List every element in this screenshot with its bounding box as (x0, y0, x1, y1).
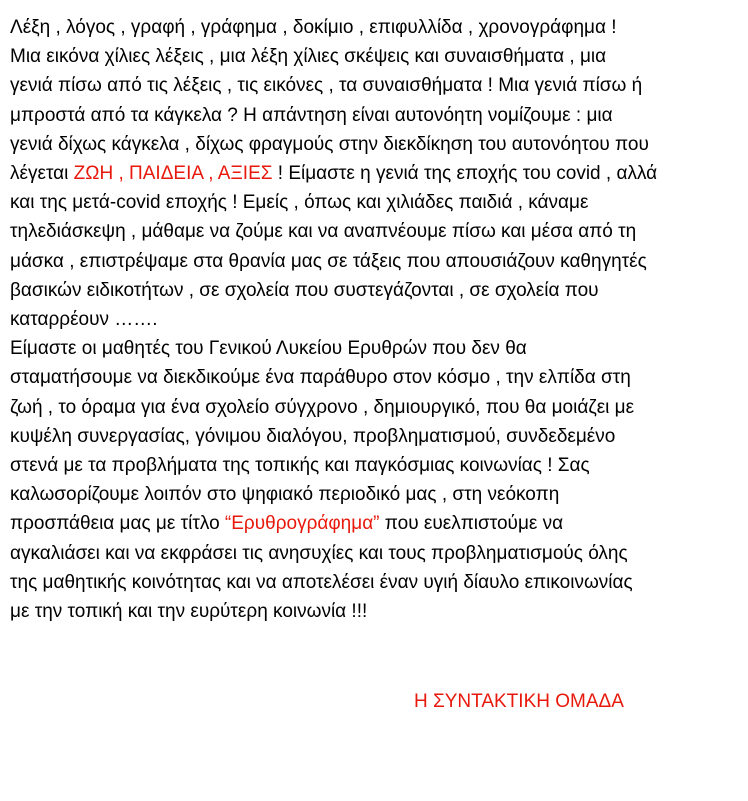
signature-editorial-team: Η ΣΥΝΤΑΚΤΙΚΗ ΟΜΑΔΑ (414, 691, 624, 712)
highlight-magazine-title: “Ερυθρογράφημα” (224, 513, 380, 535)
intro-text-part1: Λέξη , λόγος , γραφή , γράφημα , δοκίμιο , επιφυλλίδα , χρονογράφημα ! Μια εικόνα χίλιες λέξεις , μια λέξη χίλιες σκέψεις και συναισθήματα , μια γενιά πίσω από τις λέξεις , τις εικόνες , τα συναισθήματα ! Μια γενιά πίσω ή μπροστά από τα κάγκελα ? Η απάντηση είναι αυτονόητη νομίζουμε : μια γενιά δίχως κάγκελα , δίχως φραγμούς στην διεκδίκηση του αυτονόητου που λέγεται (10, 17, 649, 185)
paragraph-students (10, 334, 738, 626)
students-text-part2: που ευελπιστούμε να αγκαλιάσει και να εκφράσει τις ανησυχίες και τους προβληματισμούς όλης της μαθητικής κοινότητας και να αποτελέσει έναν υγιή δίαυλο επικοινωνίας με την τοπική και την ευρύτερη κοινωνία !!! (10, 513, 633, 623)
highlight-values: ΖΩΗ , ΠΑΙΔΕΙΑ , ΑΞΙΕΣ (73, 163, 273, 185)
paragraph-intro (10, 13, 738, 334)
intro-text-part2: ! Είμαστε η γενιά της εποχής του covid , αλλά και της μετά-covid εποχής ! Εμείς , όπως και χιλιάδες παιδιά , κάναμε τηλεδιάσκεψη , μάθαμε να ζούμε και να αναπνέουμε πίσω και μέσα από τη μάσκα , επιστρέψαμε στα θρανία μας σε τάξεις που απουσιάζουν καθηγητές βασικών ειδικοτήτων , σε σχολεία που συστεγάζονται , σε σχολεία που καταρρέουν ……. (10, 163, 658, 331)
editorial-text (10, 13, 738, 626)
students-text-part1: Είμαστε οι μαθητές του Γενικού Λυκείου Ερυθρών που δεν θα σταματήσουμε να διεκδικούμε ένα παράθυρο στον κόσμο , την ελπίδα στη ζωή , το όραμα για ένα σχολείο σύγχρονο , δημιουργικό, που θα μοιάζει με κυψέλη συνεργασίας, γόνιμου διαλόγου, προβληματισμού, συνδεδεμένο στενά με τα προβλήματα της τοπικής και παγκόσμιας κοινωνίας ! Σας καλωσορίζουμε λοιπόν στο ψηφιακό περιοδικό μας , στη νεόκοπη προσπάθεια μας με τίτλο (10, 338, 635, 535)
